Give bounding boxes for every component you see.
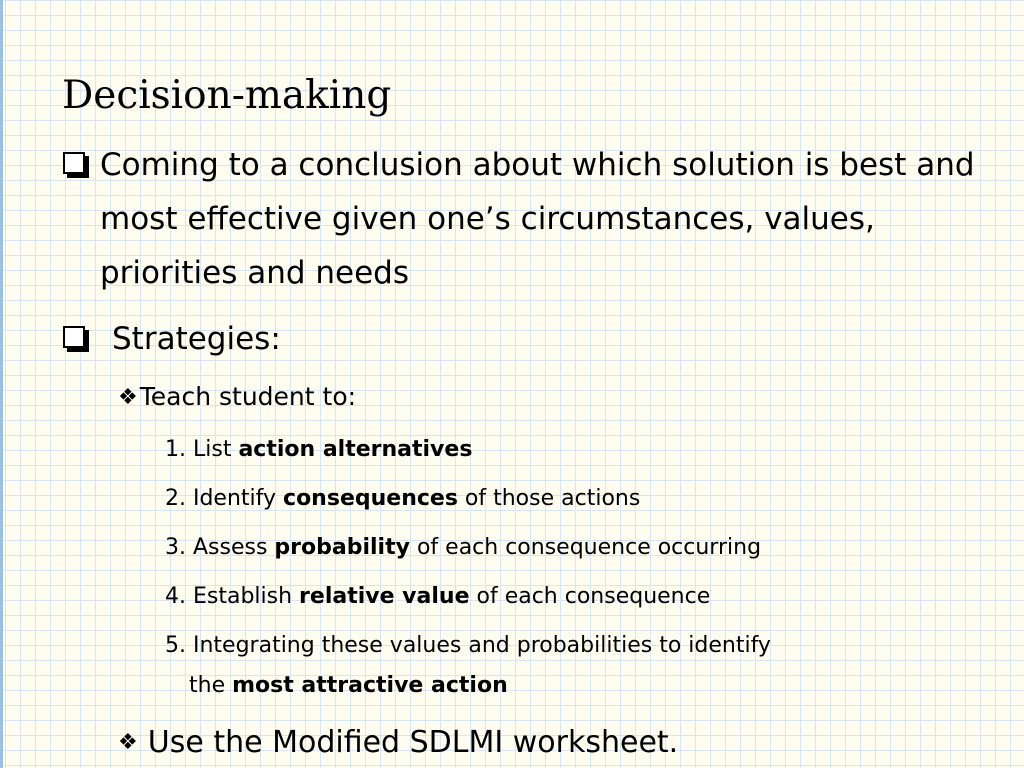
sub-bullet-worksheet-text: Use the Modified SDLMI worksheet. [147, 725, 679, 760]
sub-bullet-teach [118, 380, 356, 415]
slide-left-border [0, 0, 3, 768]
diamond-bullet-icon: ❖ [118, 730, 138, 755]
sub-bullet-teach-text: Teach student to: [139, 382, 357, 411]
step-item [165, 528, 761, 568]
step-prefix: 2. Identify [165, 486, 284, 511]
step-item [165, 430, 472, 470]
bullet-definition [100, 138, 980, 300]
step-prefix-line2: the [189, 673, 233, 698]
bullet-definition-text: Coming to a conclusion about which solution is best and most effective given one’s circumstances, values, priorities and needs [100, 147, 975, 291]
step-line-2 [165, 666, 771, 706]
step-suffix: of each consequence [469, 584, 711, 609]
step-prefix: 1. List [165, 437, 239, 462]
bullet-strategies [112, 312, 281, 366]
step-item [165, 577, 710, 617]
step-suffix: of each consequence occurring [409, 535, 762, 560]
step-keyword: relative value [299, 584, 470, 609]
step-item [165, 479, 640, 519]
step-prefix: 5. Integrating these values and probabilities to identify [165, 633, 771, 658]
step-suffix: of those actions [457, 486, 641, 511]
bullet-strategies-text: Strategies: [112, 321, 281, 357]
checkbox-bullet-icon [63, 326, 85, 348]
step-keyword: action alternatives [238, 437, 473, 462]
step-prefix: 3. Assess [165, 535, 275, 560]
step-keyword: consequences [283, 486, 458, 511]
step-keyword: most attractive action [232, 673, 508, 698]
diamond-bullet-icon: ❖ [118, 385, 138, 410]
slide-title: Decision-making [62, 73, 392, 118]
sub-bullet-worksheet [118, 724, 678, 762]
step-item [165, 626, 771, 706]
step-prefix: 4. Establish [165, 584, 300, 609]
checkbox-bullet-icon [63, 152, 85, 174]
step-keyword: probability [274, 535, 410, 560]
